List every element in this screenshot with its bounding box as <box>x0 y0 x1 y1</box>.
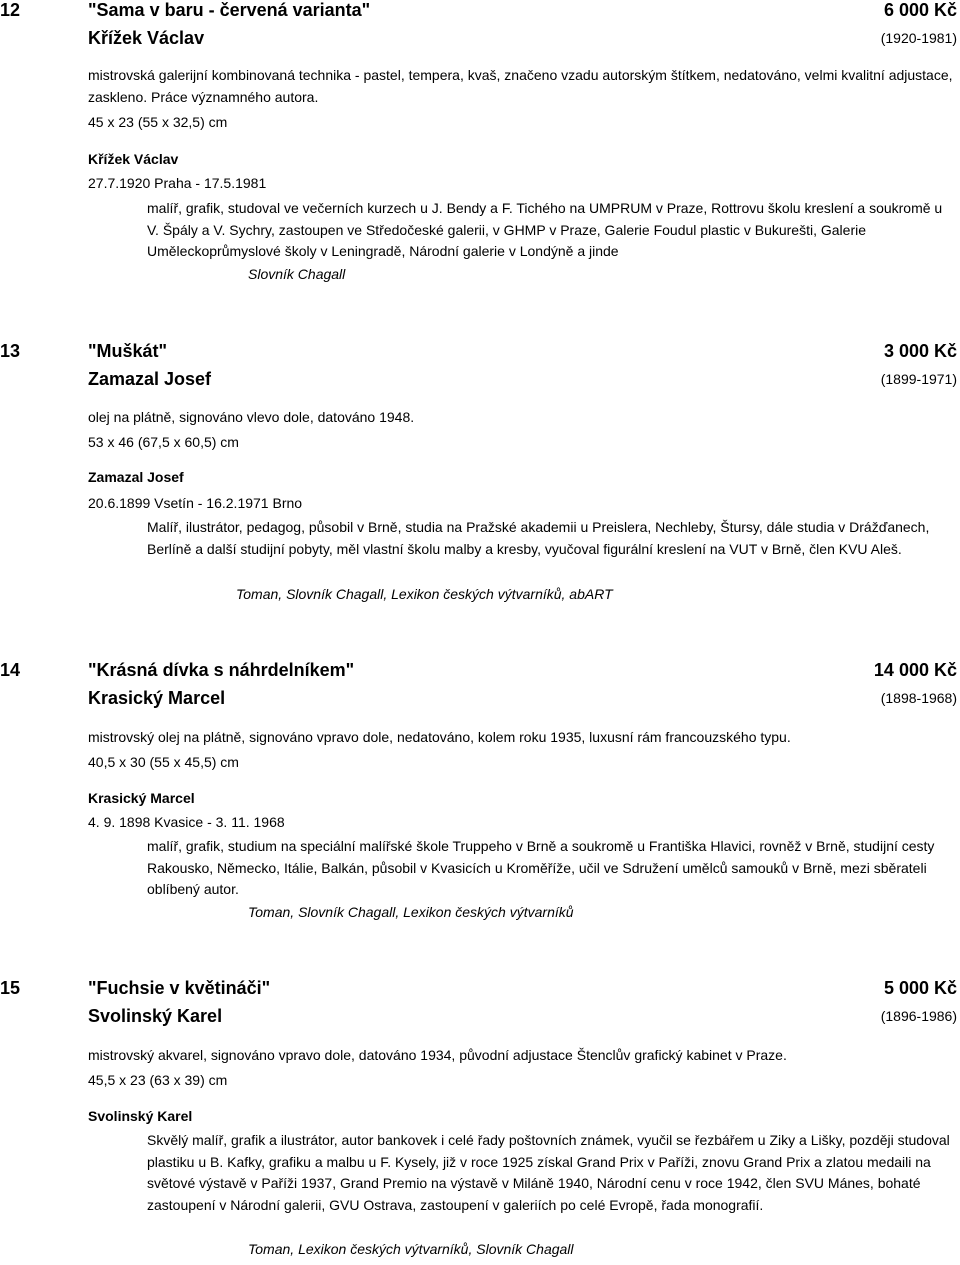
artist-name: Svolinský Karel <box>88 1006 223 1026</box>
biography: Skvělý malíř, grafik a ilustrátor, autor bankovek i celé řady poštovních známek, vyučil se řezbářem u Ziky a Lišky, později studoval plastiku u B. Kafky, grafiku a malbu u F. Kysely, již v roce 1925 získal Grand Prix v Paříži, znovu Grand Prix a zlatou medaili na světové výstavě v Paříži 1937, Grand Premio na výstavě v Miláně 1940, Národní cenu v roce 1942, člen SVU Mánes, bohaté zastoupení v Národní galerii, GVU Ostrava, zastoupení v galeriích po celé Evropě, řada monografií. <box>147 1132 950 1213</box>
dimensions: 45 x 23 (55 x 32,5) cm <box>88 114 228 130</box>
dimensions: 53 x 46 (67,5 x 60,5) cm <box>88 434 239 450</box>
price: 6 000 Kč <box>883 0 957 20</box>
artwork-title: "Krásná dívka s náhrdelníkem" <box>88 660 355 680</box>
bio-name: Svolinský Karel <box>88 1108 193 1124</box>
bio-name: Krasický Marcel <box>88 790 195 806</box>
lot-number: 13 <box>0 341 21 361</box>
description: mistrovský olej na plátně, signováno vpravo dole, nedatováno, kolem roku 1935, luxusní rám francouzského typu. <box>88 729 791 745</box>
description: olej na plátně, signováno vlevo dole, datováno 1948. <box>88 409 415 425</box>
sources: Toman, Slovník Chagall, Lexikon českých výtvarníků <box>248 904 574 920</box>
bio-dates: 20.6.1899 Vsetín - 16.2.1971 Brno <box>88 495 303 511</box>
price: 5 000 Kč <box>883 978 957 998</box>
artist-name: Krasický Marcel <box>88 688 226 708</box>
bio-name: Zamazal Josef <box>88 469 184 485</box>
artist-years: (1896-1986) <box>880 1008 957 1024</box>
artist-name: Zamazal Josef <box>88 369 212 389</box>
biography: malíř, grafik, studoval ve večerních kurzech u J. Bendy a F. Tichého na UMPRUM v Praze, Rottrovu školu kreslení a soukromě u V. Špály a V. Sychry, zastoupen ve Středočeské galerii, v GHMP v Praze, Galerie Foudul plastic v Bukurešti, Galerie Uměleckoprůmyslové školy v Leningradě, Národní galerie v Londýně a jinde <box>147 200 943 259</box>
price: 3 000 Kč <box>883 341 957 361</box>
artist-years: (1899-1971) <box>880 371 957 387</box>
artwork-title: "Muškát" <box>88 341 168 361</box>
biography: Malíř, ilustrátor, pedagog, působil v Brně, studia na Pražské akademii u Preislera, Nechleby, Štursy, dále studia v Drážďanech, Berlíně a další studijní pobyty, měl vlastní školu malby a kresby, vyučoval figurální kreslení na VUT v Brně, člen KVU Aleš. <box>147 519 930 557</box>
bio-name: Křížek Václav <box>88 151 179 167</box>
bio-dates: 27.7.1920 Praha - 17.5.1981 <box>88 175 267 191</box>
price: 14 000 Kč <box>873 660 957 680</box>
artist-years: (1898-1968) <box>880 690 957 706</box>
sources: Toman, Slovník Chagall, Lexikon českých výtvarníků, abART <box>236 586 613 602</box>
lot-number: 12 <box>0 0 21 20</box>
lot-number: 14 <box>0 660 21 680</box>
artwork-title: "Sama v baru - červená varianta" <box>88 0 371 20</box>
bio-dates: 4. 9. 1898 Kvasice - 3. 11. 1968 <box>88 814 285 830</box>
sources: Slovník Chagall <box>248 266 346 282</box>
dimensions: 40,5 x 30 (55 x 45,5) cm <box>88 754 239 770</box>
lot-number: 15 <box>0 978 21 998</box>
artist-years: (1920-1981) <box>880 30 957 46</box>
biography: malíř, grafik, studium na speciální malířské škole Truppeho v Brně a soukromě u Františka Hlavici, rovněž v Brně, studijní cesty Rakousko, Německo, Itálie, Balkán, působil v Kvasicích u Kroměříže, učil ve Sdružení umělců samouků v Brně, mezi sběrateli oblíbený autor. <box>147 838 935 897</box>
description: mistrovská galerijní kombinovaná technika - pastel, tempera, kvaš, značeno vzadu autorským štítkem, nedatováno, velmi kvalitní adjustace, zaskleno. Práce významného autora. <box>88 67 953 105</box>
artist-name: Křížek Václav <box>88 28 205 48</box>
sources: Toman, Lexikon českých výtvarníků, Slovník Chagall <box>248 1241 574 1257</box>
description: mistrovský akvarel, signováno vpravo dole, datováno 1934, původní adjustace Štenclův grafický kabinet v Praze. <box>88 1047 787 1063</box>
artwork-title: "Fuchsie v květináči" <box>88 978 271 998</box>
dimensions: 45,5 x 23 (63 x 39) cm <box>88 1072 228 1088</box>
